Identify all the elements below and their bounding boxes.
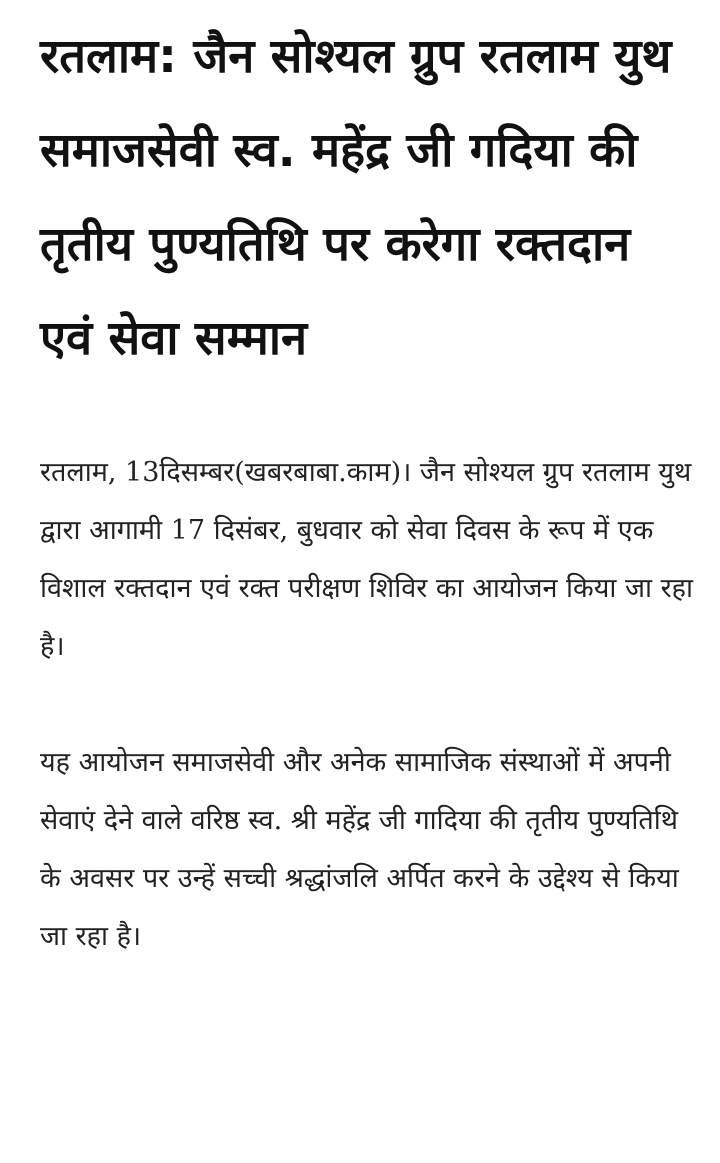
news-article [40,10,695,966]
article-paragraph-1: रतलाम, 13दिसम्बर(खबरबाबा.काम)। जैन सोश्यल ग्रुप रतलाम युथ द्वारा आगामी 17 दिसंबर, बुधवार को सेवा दिवस के रूप में एक विशाल रक्तदान एवं रक्त परीक्षण शिविर का आयोजन किया जा रहा है। [40,457,693,662]
article-headline: रतलाम: जैन सोश्यल ग्रुप रतलाम युथ समाजसेवी स्व. महेंद्र जी गदिया की तृतीय पुण्यतिथि पर करेगा रक्तदान एवं सेवा सम्मान [40,29,672,366]
article-paragraph-2: यह आयोजन समाजसेवी और अनेक सामाजिक संस्थाओं में अपनी सेवाएं देने वाले वरिष्ठ स्व. श्री महेंद्र जी गादिया की तृतीय पुण्यतिथि के अवसर पर उन्हें सच्ची श्रद्धांजलि अर्पित करने के उद्देश्य से किया जा रहा है। [40,747,679,952]
